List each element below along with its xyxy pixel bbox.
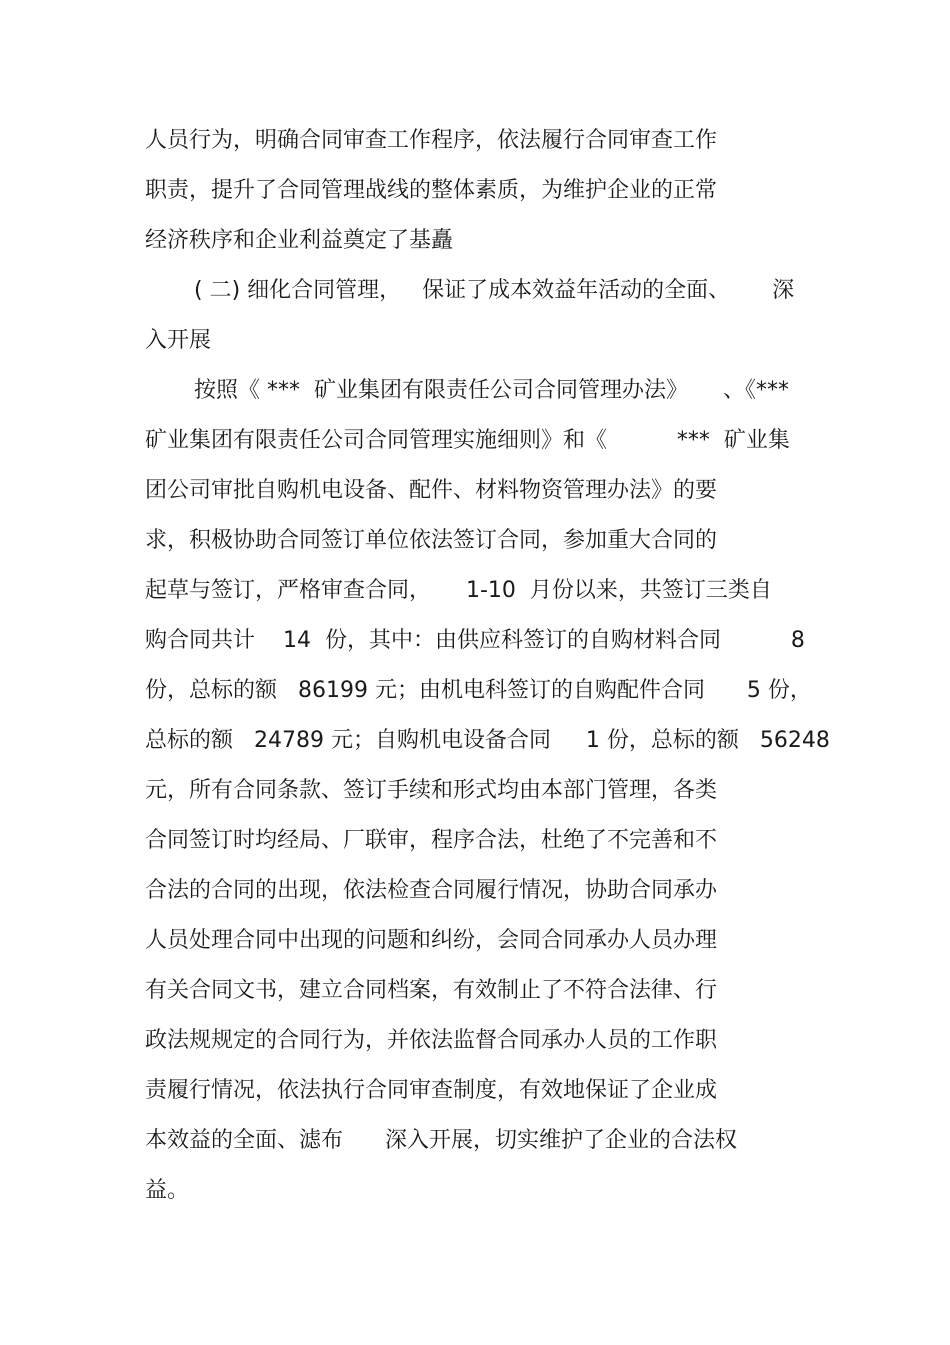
text-line-1: 人员行为，明确合同审查工作程序，依法履行合同审查工作 [145, 128, 718, 153]
text-line-19: 政法规规定的合同行为，并依法监督合同承办人员的工作职 [145, 1028, 718, 1053]
text-line-15: 合同签订时均经局、厂联审，程序合法，杜绝了不完善和不 [145, 828, 718, 853]
text-line-7: 矿业集团有限责任公司合同管理实施细则》和《 *** 矿业集 [145, 428, 790, 453]
text-line-3: 经济秩序和企业利益奠定了基矗 [145, 228, 454, 253]
text-line-11: 购合同共计 14 份，其中：由供应科签订的自购材料合同 8 [145, 628, 805, 653]
text-line-10: 起草与签订，严格审查合同， 1-10 月份以来，共签订三类自 [145, 578, 772, 603]
section-heading-line-1: ( 二) 细化合同管理， 保证了成本效益年活动的全面、 深 [194, 278, 795, 303]
section-heading-line-2: 入开展 [145, 328, 212, 353]
text-line-18: 有关合同文书，建立合同档案，有效制止了不符合法律、行 [145, 978, 718, 1003]
text-line-20: 责履行情况，依法执行合同审查制度，有效地保证了企业成 [145, 1078, 718, 1103]
text-line-9: 求，积极协助合同签订单位依法签订合同，参加重大合同的 [145, 528, 718, 553]
text-line-2: 职责，提升了合同管理战线的整体素质，为维护企业的正常 [145, 178, 718, 203]
text-line-17: 人员处理合同中出现的问题和纠纷，会同合同承办人员办理 [145, 928, 718, 953]
text-line-13: 总标的额 24789 元；自购机电设备合同 1 份，总标的额 56248 [145, 728, 830, 753]
text-line-8: 团公司审批自购机电设备、配件、材料物资管理办法》的要 [145, 478, 718, 503]
text-line-12: 份，总标的额 86199 元；由机电科签订的自购配件合同 5 份， [145, 678, 812, 703]
text-line-22: 益。 [145, 1178, 190, 1203]
text-line-6: 按照《 *** 矿业集团有限责任公司合同管理办法》 、《*** [194, 378, 789, 403]
text-line-14: 元，所有合同条款、签订手续和形式均由本部门管理，各类 [145, 778, 718, 803]
text-line-16: 合法的合同的出现，依法检查合同履行情况，协助合同承办 [145, 878, 718, 903]
text-line-21: 本效益的全面、滤布 深入开展，切实维护了企业的合法权 [145, 1128, 737, 1153]
